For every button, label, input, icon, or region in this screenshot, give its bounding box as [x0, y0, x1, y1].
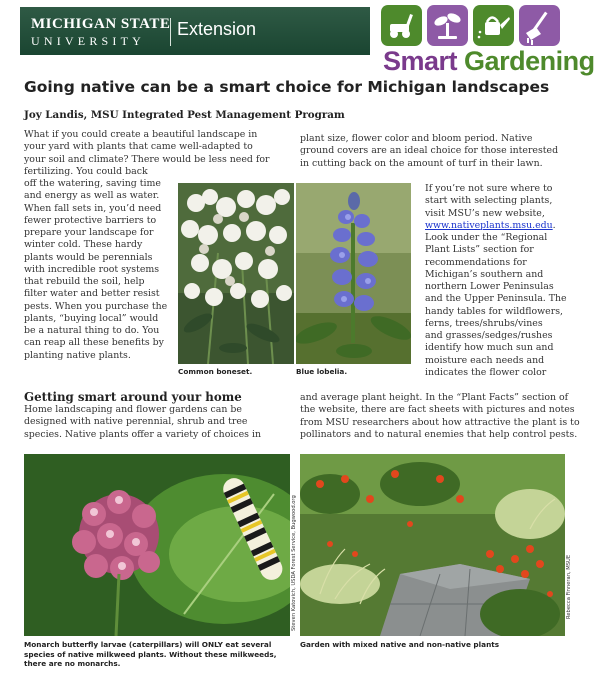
text-line: ferns, trees/shrubs/vines [425, 317, 543, 329]
text-line: with incredible root systems [24, 263, 160, 275]
logo-word-smart: Smart [383, 46, 458, 76]
text-line: northern Lower Peninsulas [425, 281, 554, 292]
text-line: plants, “buying local” would [24, 312, 159, 324]
monarch-photo-credit: Steven Katovich, USDA Forest Service, Bugwood.org [291, 495, 297, 631]
text-line: plants would be perennials [24, 251, 153, 263]
unit-name: Extension [177, 19, 257, 39]
text-line: winter cold. These hardy [24, 239, 143, 251]
caption-line: Monarch butterfly larvae (caterpillars) will ONLY eat several [24, 640, 272, 649]
text-line: What if you could create a beautiful landscape in [24, 129, 258, 140]
text-line: prepare your landscape for [24, 227, 154, 238]
watering-can-icon [473, 5, 514, 46]
intro-paragraph-top [24, 129, 269, 178]
text-line: and the Upper Peninsula. The [425, 293, 567, 305]
msu-extension-banner [20, 7, 370, 55]
text-line: can reap all these benefits by [24, 337, 164, 349]
text-line: handy tables for wildflowers, [425, 305, 563, 317]
website-paragraph: If you’re not sure where to start with selecting plants, visit MSU’s new website, www.nativeplants.msu.edu. Look under the “Regional Plant Lists” section for recommendations for Michigan’s southern and northern Lower Peninsulas and the Upper Peninsula. The handy tables for wildflowers, ferns, trees/shrubs/vines and grasses/sedges/rushes identify how much sun and moisture each needs and indicates the flower color [425, 183, 567, 378]
text-line: When fall sets in, you’d need [24, 202, 162, 214]
article-title: Going native can be a smart choice for Michigan landscapes [24, 78, 550, 96]
caption-line: species of native milkweed plants. Without these milkweeds, [24, 649, 277, 659]
text-line: that rebuild the soil, help [24, 276, 145, 287]
lawn-mower-icon [381, 5, 422, 46]
section-heading: Getting smart around your home [24, 390, 242, 404]
text-line: identify how much sun and [425, 342, 554, 354]
blue-lobelia-photo [296, 183, 411, 364]
rake-icon [519, 5, 560, 46]
text-line: Look under the “Regional [425, 232, 548, 243]
native-plants-website-link[interactable]: www.nativeplants.msu.edu [425, 219, 553, 231]
text-line: your yard with plants that came well-adapted to [24, 141, 253, 153]
text-line: and grasses/sedges/rushes [425, 330, 553, 341]
text-line: plant size, flower color and bloom period. Native [300, 133, 533, 144]
smart-gardening-logo [383, 46, 595, 77]
text-line: If you’re not sure where to [425, 183, 553, 194]
seedling-icon [427, 5, 468, 46]
text-line: off the watering, saving time [24, 178, 161, 189]
plant-facts-paragraph [300, 392, 580, 441]
boneset-caption: Common boneset. [178, 367, 253, 376]
text-line: Michigan’s southern and [425, 268, 544, 280]
text-line: moisture each needs and [425, 354, 545, 366]
text-line: filter water and better resist [24, 288, 160, 300]
text-line: planting native plants. [24, 349, 131, 361]
text-line: your soil and climate? There would be less need for [24, 153, 270, 165]
text-line: designed with native perennial, shrub and tree [24, 416, 248, 428]
text-line: pollinators and to natural enemies that help control pests. [300, 428, 578, 440]
text-line: fertilizing. You could back [24, 165, 148, 177]
banner-divider [170, 18, 171, 46]
text-line: and energy as well as water. [24, 190, 160, 202]
lobelia-caption: Blue lobelia. [296, 367, 348, 376]
mixed-garden-photo [300, 454, 565, 636]
garden-photo-credit: Rebecca Finneran, MSUE [566, 554, 572, 619]
text-line: species. Native plants offer a variety of choices in [24, 428, 261, 440]
org-name-line1: MICHIGAN STATE [31, 16, 171, 32]
logo-word-gardening: Gardening [464, 46, 595, 76]
text-line: from MSU researchers about how attractive the plant is to [300, 416, 580, 428]
text-line: indicates the flower color [425, 366, 547, 378]
text-line: fewer protective barriers to [24, 214, 157, 226]
text-line: in cutting back on the amount of turf in their lawn. [300, 157, 543, 169]
text-line: pests. When you purchase the [24, 300, 168, 312]
home-paragraph [24, 404, 261, 441]
text-line: start with selecting plants, [425, 195, 553, 207]
intro-paragraph-wrap [24, 178, 167, 362]
groundcover-paragraph [300, 133, 558, 170]
text-line: Home landscaping and flower gardens can be [24, 404, 242, 415]
monarch-caption [24, 640, 276, 669]
article-byline: Joy Landis, MSU Integrated Pest Management Program [24, 109, 345, 121]
garden-caption: Garden with mixed native and non-native plants [300, 640, 500, 649]
text-line: be a natural thing to do. You [24, 325, 160, 336]
text-line: the website, there are fact sheets with pictures and notes [300, 404, 575, 416]
text-line: and average plant height. In the “Plant Facts” section of [300, 392, 569, 403]
caption-line: there are no monarchs. [24, 659, 121, 669]
text-line: recommendations for [425, 256, 527, 268]
text-line: visit MSU’s new website, [425, 207, 545, 219]
text-line: ground covers are an ideal choice for those interested [300, 145, 559, 157]
org-name-line2: UNIVERSITY [31, 34, 145, 48]
monarch-caterpillar-photo [24, 454, 290, 636]
text-line: Plant Lists” section for [425, 244, 534, 256]
common-boneset-photo [178, 183, 294, 364]
